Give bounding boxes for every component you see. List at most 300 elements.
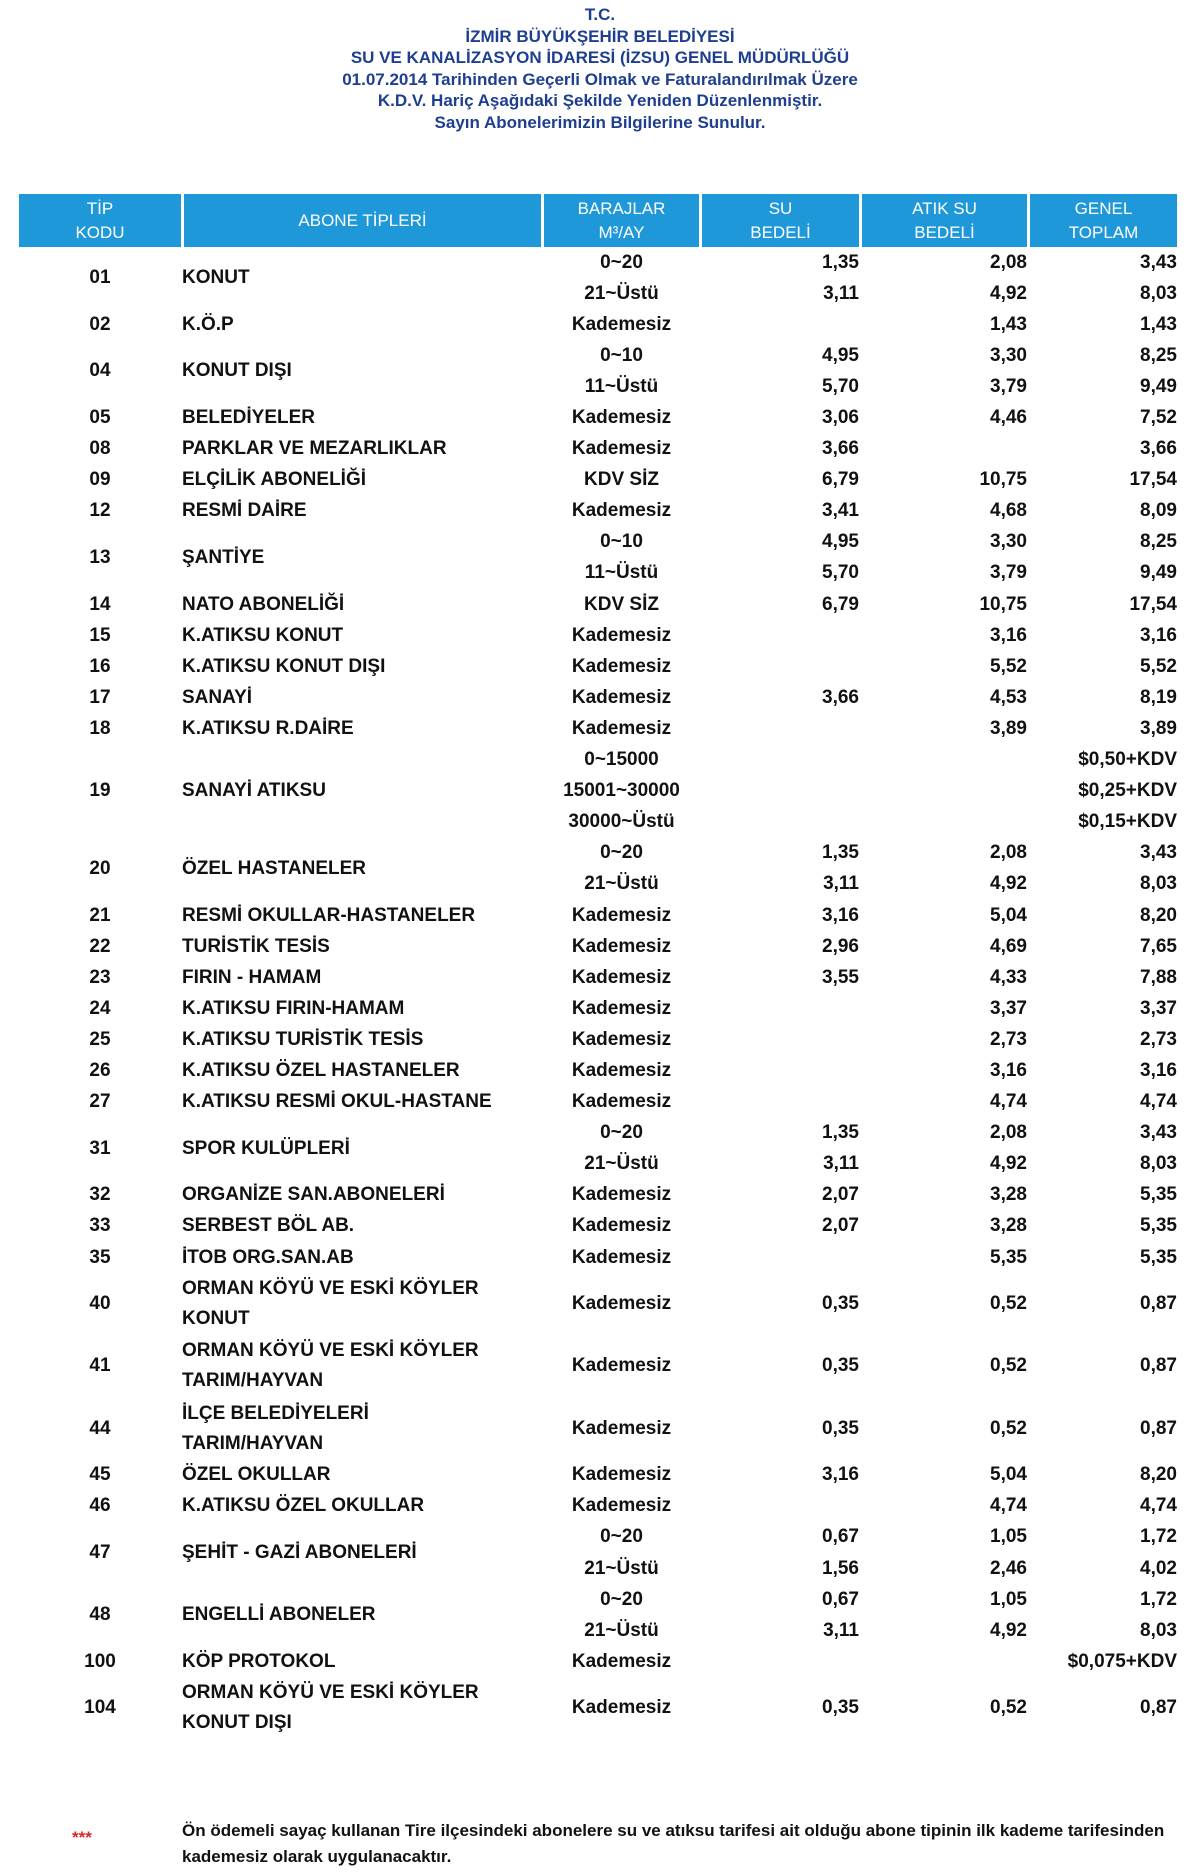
row-wastewater-fee-value: 10,75 — [979, 593, 1027, 615]
table-row — [19, 962, 1177, 993]
row-water-fee-value: 1,56 — [822, 1557, 859, 1579]
row-wastewater-fee — [862, 993, 1027, 1024]
row-water-fee — [702, 1242, 859, 1273]
row-threshold — [544, 527, 699, 589]
row-total — [1029, 1397, 1177, 1459]
row-threshold — [544, 1522, 699, 1584]
row-wastewater-fee — [862, 434, 1027, 465]
row-subscriber-type — [182, 838, 542, 900]
row-water-fee — [702, 1087, 859, 1118]
row-water-fee — [702, 1646, 859, 1677]
row-total-value: 4,02 — [1140, 1557, 1177, 1579]
row-code: 19 — [89, 780, 111, 802]
row-threshold-value: Kademesiz — [571, 438, 672, 460]
row-water-fee-value: 0,35 — [822, 1417, 859, 1439]
row-total-value: 3,43 — [1140, 1122, 1177, 1144]
row-total-value: 5,35 — [1140, 1246, 1177, 1268]
row-total — [1029, 1118, 1177, 1180]
row-wastewater-fee — [862, 465, 1027, 496]
row-water-fee — [702, 247, 859, 309]
row-subscriber-type — [182, 340, 542, 402]
row-total — [1029, 1242, 1177, 1273]
row-wastewater-fee-value: 3,79 — [990, 562, 1027, 584]
row-total — [1029, 651, 1177, 682]
row-code: 18 — [89, 717, 111, 739]
row-subscriber-type — [182, 1087, 542, 1118]
row-subscriber-type-line: NATO ABONELİĞİ — [182, 593, 345, 615]
row-wastewater-fee-value: 10,75 — [979, 469, 1027, 491]
row-code: 41 — [89, 1355, 111, 1377]
row-total-value: $0,50+KDV — [1078, 749, 1177, 771]
row-water-fee-value: 0,35 — [822, 1355, 859, 1377]
row-water-fee-value: 1,35 — [822, 251, 859, 273]
row-subscriber-type-line: KONUT DIŞI — [182, 360, 292, 382]
row-total — [1029, 993, 1177, 1024]
table-row — [19, 1677, 1177, 1739]
row-subscriber-type — [182, 589, 542, 620]
row-code: 09 — [89, 469, 111, 491]
row-total-value: 8,03 — [1140, 1153, 1177, 1175]
row-water-fee-value: 6,79 — [822, 593, 859, 615]
row-water-fee — [702, 900, 859, 931]
row-wastewater-fee-value: 2,46 — [990, 1557, 1027, 1579]
row-water-fee — [702, 340, 859, 402]
row-threshold — [544, 931, 699, 962]
row-threshold-value: Kademesiz — [571, 1464, 672, 1486]
row-total-value: 8,09 — [1140, 500, 1177, 522]
row-subscriber-type-line: SANAYİ ATIKSU — [182, 780, 326, 802]
row-subscriber-type-line: İLÇE BELEDİYELERİ — [182, 1402, 369, 1424]
row-wastewater-fee-value: 4,74 — [990, 1495, 1027, 1517]
row-water-fee-value: 3,11 — [823, 282, 859, 304]
row-water-fee — [702, 1491, 859, 1522]
row-water-fee — [702, 1180, 859, 1211]
row-threshold-value: 21~Üstü — [584, 282, 659, 304]
row-threshold-value: Kademesiz — [571, 904, 672, 926]
row-threshold — [544, 1335, 699, 1397]
row-wastewater-fee-value: 5,04 — [990, 1464, 1027, 1486]
row-water-fee — [702, 309, 859, 340]
table-row — [19, 496, 1177, 527]
row-total-value: 7,52 — [1140, 407, 1177, 429]
row-threshold — [544, 465, 699, 496]
table-row — [19, 1211, 1177, 1242]
row-code: 12 — [89, 500, 111, 522]
row-total-value: $0,075+KDV — [1067, 1650, 1177, 1672]
row-subscriber-type — [182, 1397, 542, 1459]
row-threshold-value: Kademesiz — [571, 1246, 672, 1268]
row-total-value: 3,43 — [1140, 842, 1177, 864]
row-threshold-value: Kademesiz — [571, 1650, 672, 1672]
row-water-fee — [702, 1055, 859, 1086]
row-total — [1029, 434, 1177, 465]
row-code: 15 — [89, 624, 111, 646]
row-total-value: 1,72 — [1140, 1526, 1177, 1548]
row-total-value: 8,25 — [1140, 344, 1177, 366]
row-wastewater-fee — [862, 1273, 1027, 1335]
row-total-value: 4,74 — [1140, 1091, 1177, 1113]
row-total — [1029, 682, 1177, 713]
row-total-value: 8,25 — [1140, 531, 1177, 553]
row-threshold — [544, 247, 699, 309]
row-total — [1029, 1646, 1177, 1677]
row-total-value: 8,19 — [1140, 686, 1177, 708]
row-total-value: 3,16 — [1140, 1060, 1177, 1081]
row-water-fee-value: 3,66 — [822, 438, 859, 460]
row-threshold-value: Kademesiz — [571, 1184, 672, 1206]
row-subscriber-type — [182, 247, 542, 309]
row-subscriber-type-line: KONUT — [182, 267, 250, 289]
row-wastewater-fee — [862, 1118, 1027, 1180]
row-threshold — [544, 1273, 699, 1335]
row-water-fee — [702, 1335, 859, 1397]
row-code: 05 — [89, 407, 111, 429]
row-wastewater-fee-value: 1,05 — [990, 1588, 1027, 1610]
row-wastewater-fee-value: 4,74 — [990, 1091, 1027, 1113]
row-water-fee-value: 0,35 — [822, 1293, 859, 1315]
row-subscriber-type-line: K.ATIKSU KONUT DIŞI — [182, 655, 386, 677]
table-row — [19, 620, 1177, 651]
row-total — [1029, 1273, 1177, 1335]
row-threshold-value: Kademesiz — [571, 500, 672, 522]
row-water-fee — [702, 1460, 859, 1491]
row-threshold-value: 0~20 — [600, 1526, 643, 1548]
row-subscriber-type — [182, 962, 542, 993]
row-code: 04 — [89, 360, 111, 382]
row-water-fee — [702, 1273, 859, 1335]
row-subscriber-type — [182, 713, 542, 744]
row-total — [1029, 309, 1177, 340]
col-header-atik — [862, 194, 1027, 247]
row-subscriber-type — [182, 1677, 542, 1739]
row-water-fee-value: 2,07 — [822, 1184, 859, 1206]
row-wastewater-fee-value: 2,08 — [990, 842, 1027, 864]
col-header-genel — [1030, 194, 1177, 247]
row-subscriber-type-line: ORMAN KÖYÜ VE ESKİ KÖYLER — [182, 1340, 479, 1362]
footnote-marker: *** — [72, 1828, 92, 1847]
row-threshold-value: Kademesiz — [571, 935, 672, 957]
row-water-fee — [702, 745, 859, 838]
row-subscriber-type-line: K.ATIKSU FIRIN-HAMAM — [182, 997, 405, 1019]
row-threshold-value: 30000~Üstü — [568, 811, 675, 833]
col-header-genel-line1: GENEL — [1074, 198, 1133, 218]
row-threshold — [544, 713, 699, 744]
row-code: 24 — [89, 997, 111, 1019]
row-total — [1029, 1584, 1177, 1646]
row-water-fee-value: 3,11 — [823, 1153, 859, 1175]
row-threshold-value: 21~Üstü — [584, 1619, 659, 1641]
row-code: 33 — [89, 1215, 111, 1237]
row-threshold-value: Kademesiz — [571, 313, 672, 335]
row-threshold — [544, 1118, 699, 1180]
row-subscriber-type — [182, 1024, 542, 1055]
col-header-atik-line2: BEDELİ — [914, 222, 975, 242]
col-header-code — [19, 194, 181, 247]
row-wastewater-fee — [862, 1211, 1027, 1242]
row-subscriber-type-line: ORMAN KÖYÜ VE ESKİ KÖYLER — [182, 1278, 479, 1300]
row-subscriber-type — [182, 1491, 542, 1522]
row-total-value: 5,52 — [1140, 655, 1177, 677]
row-water-fee — [702, 496, 859, 527]
row-wastewater-fee-value: 3,30 — [990, 344, 1027, 366]
row-threshold-value: KDV SİZ — [584, 593, 659, 615]
row-wastewater-fee — [862, 1677, 1027, 1739]
row-subscriber-type-line: K.ATIKSU TURİSTİK TESİS — [182, 1028, 424, 1050]
row-threshold — [544, 434, 699, 465]
row-subscriber-type-line: ÖZEL HASTANELER — [182, 857, 367, 879]
row-total — [1029, 465, 1177, 496]
row-water-fee — [702, 962, 859, 993]
row-threshold — [544, 682, 699, 713]
row-total-value: 3,89 — [1140, 717, 1177, 739]
row-subscriber-type-line: SANAYİ — [182, 686, 253, 708]
row-threshold-value: Kademesiz — [571, 1417, 672, 1439]
row-wastewater-fee — [862, 682, 1027, 713]
row-total — [1029, 713, 1177, 744]
col-header-barajlar-line1: BARAJLAR — [577, 198, 666, 218]
col-header-code-line1: TİP — [86, 198, 114, 218]
row-threshold — [544, 1584, 699, 1646]
col-header-code-line2: KODU — [75, 222, 125, 242]
row-code: 25 — [89, 1028, 111, 1050]
col-header-atik-line1: ATIK SU — [912, 198, 977, 218]
row-total-value: 0,87 — [1140, 1293, 1177, 1315]
row-threshold — [544, 1024, 699, 1055]
row-threshold-value: Kademesiz — [571, 997, 672, 1019]
row-water-fee — [702, 713, 859, 744]
row-subscriber-type — [182, 434, 542, 465]
row-water-fee-value: 0,35 — [822, 1697, 859, 1719]
row-threshold-value: Kademesiz — [571, 1495, 672, 1517]
row-total — [1029, 1522, 1177, 1584]
row-code: 17 — [89, 686, 111, 708]
row-wastewater-fee — [862, 1397, 1027, 1459]
row-code: 08 — [89, 438, 111, 460]
row-wastewater-fee — [862, 620, 1027, 651]
row-subscriber-type — [182, 993, 542, 1024]
row-total-value: 8,03 — [1140, 873, 1177, 895]
table-row — [19, 931, 1177, 962]
col-header-su — [702, 194, 859, 247]
row-total-value: 4,74 — [1140, 1495, 1177, 1517]
row-threshold — [544, 993, 699, 1024]
row-threshold — [544, 589, 699, 620]
row-code: 23 — [89, 966, 111, 988]
row-wastewater-fee-value: 2,73 — [990, 1028, 1027, 1050]
row-subscriber-type — [182, 1522, 542, 1584]
row-subscriber-type — [182, 1118, 542, 1180]
row-subscriber-type — [182, 745, 542, 838]
row-water-fee — [702, 682, 859, 713]
row-wastewater-fee-value: 4,92 — [990, 873, 1027, 895]
row-water-fee-value: 2,07 — [822, 1215, 859, 1237]
row-wastewater-fee-value: 3,16 — [990, 624, 1027, 646]
row-subscriber-type — [182, 1180, 542, 1211]
row-water-fee — [702, 434, 859, 465]
row-wastewater-fee — [862, 1460, 1027, 1491]
row-threshold — [544, 1087, 699, 1118]
table-row — [19, 1118, 1177, 1180]
row-total — [1029, 527, 1177, 589]
header-line-6: Sayın Abonelerimizin Bilgilerine Sunulur. — [434, 112, 766, 132]
row-threshold — [544, 651, 699, 682]
row-wastewater-fee-value: 4,53 — [990, 686, 1027, 708]
col-header-type-label: ABONE TİPLERİ — [298, 210, 427, 230]
row-total-value: 9,49 — [1140, 562, 1177, 584]
row-total-value: 1,43 — [1140, 313, 1177, 335]
row-total — [1029, 340, 1177, 402]
row-threshold-value: Kademesiz — [571, 655, 672, 677]
row-subscriber-type-line: TARIM/HAYVAN — [182, 1432, 324, 1454]
row-water-fee — [702, 589, 859, 620]
row-total — [1029, 931, 1177, 962]
row-wastewater-fee-value: 3,28 — [990, 1215, 1027, 1237]
row-water-fee-value: 4,95 — [822, 531, 859, 553]
row-total — [1029, 620, 1177, 651]
row-total — [1029, 745, 1177, 838]
row-subscriber-type — [182, 1460, 542, 1491]
row-total-value: 2,73 — [1140, 1028, 1177, 1050]
table-row — [19, 402, 1177, 433]
row-wastewater-fee-value: 1,05 — [990, 1526, 1027, 1548]
row-subscriber-type-line: K.ATIKSU RESMİ OKUL-HASTANE — [182, 1091, 492, 1113]
header-line-3: SU VE KANALİZASYON İDARESİ (İZSU) GENEL MÜDÜRLÜĞÜ — [350, 48, 850, 67]
table-row — [19, 1055, 1177, 1086]
row-subscriber-type — [182, 1055, 542, 1086]
header-line-1: T.C. — [584, 5, 616, 24]
row-threshold — [544, 1646, 699, 1677]
col-header-barajlar — [544, 194, 699, 247]
row-threshold — [544, 1397, 699, 1459]
row-threshold-value: 21~Üstü — [584, 873, 659, 895]
col-header-su-line1: SU — [768, 198, 793, 218]
row-subscriber-type-line: ŞEHİT - GAZİ ABONELERİ — [182, 1541, 417, 1563]
row-code: 16 — [89, 655, 111, 677]
row-subscriber-type — [182, 1273, 542, 1335]
table-row — [19, 465, 1177, 496]
row-threshold — [544, 900, 699, 931]
row-total-value: 8,20 — [1140, 1464, 1177, 1486]
col-header-genel-line2: TOPLAM — [1068, 222, 1139, 242]
row-threshold — [544, 1460, 699, 1491]
row-threshold — [544, 1677, 699, 1739]
table-row — [19, 1087, 1177, 1118]
document-header — [0, 4, 1200, 133]
row-threshold-value: Kademesiz — [571, 1355, 672, 1377]
row-wastewater-fee — [862, 651, 1027, 682]
row-subscriber-type — [182, 931, 542, 962]
table-row — [19, 1273, 1177, 1335]
row-subscriber-type — [182, 1335, 542, 1397]
row-water-fee-value: 6,79 — [822, 469, 859, 491]
row-threshold-value: Kademesiz — [571, 1697, 672, 1719]
row-wastewater-fee — [862, 1522, 1027, 1584]
row-code: 21 — [89, 904, 111, 926]
row-threshold — [544, 1180, 699, 1211]
row-water-fee — [702, 931, 859, 962]
row-subscriber-type — [182, 651, 542, 682]
row-subscriber-type-line: İTOB ORG.SAN.AB — [182, 1246, 354, 1268]
row-water-fee — [702, 1584, 859, 1646]
row-total — [1029, 589, 1177, 620]
row-code: 47 — [89, 1541, 111, 1563]
row-subscriber-type-line: KONUT DIŞI — [182, 1712, 292, 1734]
row-subscriber-type-line: ÖZEL OKULLAR — [182, 1464, 331, 1486]
row-wastewater-fee-value: 2,08 — [990, 1122, 1027, 1144]
row-water-fee — [702, 620, 859, 651]
row-threshold-value: KDV SİZ — [584, 469, 659, 491]
table-row — [19, 1522, 1177, 1584]
row-wastewater-fee — [862, 931, 1027, 962]
row-subscriber-type — [182, 1646, 542, 1677]
row-water-fee — [702, 1024, 859, 1055]
row-subscriber-type-line: K.ATIKSU R.DAİRE — [182, 717, 354, 739]
row-wastewater-fee — [862, 402, 1027, 433]
row-water-fee-value: 3,66 — [822, 686, 859, 708]
row-total — [1029, 402, 1177, 433]
row-threshold-value: 0~10 — [600, 531, 643, 553]
row-water-fee — [702, 465, 859, 496]
row-code: 48 — [89, 1604, 111, 1626]
row-subscriber-type-line: BELEDİYELER — [182, 407, 316, 429]
header-line-2: İZMİR BÜYÜKŞEHİR BELEDİYESİ — [465, 26, 735, 46]
row-wastewater-fee-value: 3,30 — [990, 531, 1027, 553]
row-wastewater-fee-value: 0,52 — [990, 1355, 1027, 1377]
row-wastewater-fee — [862, 1024, 1027, 1055]
row-wastewater-fee — [862, 713, 1027, 744]
row-threshold — [544, 620, 699, 651]
row-threshold — [544, 1211, 699, 1242]
row-threshold-value: Kademesiz — [571, 1028, 672, 1050]
table-header — [19, 194, 1177, 247]
row-subscriber-type — [182, 900, 542, 931]
row-wastewater-fee-value: 3,37 — [990, 997, 1027, 1019]
table-row — [19, 434, 1177, 465]
row-subscriber-type-line: FIRIN - HAMAM — [182, 966, 322, 988]
row-total-value: $0,25+KDV — [1078, 780, 1177, 802]
row-threshold-value: 0~20 — [600, 1588, 643, 1610]
row-total-value: 1,72 — [1140, 1588, 1177, 1610]
row-total — [1029, 838, 1177, 900]
row-code: 01 — [89, 267, 111, 289]
row-wastewater-fee-value: 3,28 — [990, 1184, 1027, 1206]
row-threshold-value: 0~20 — [600, 1122, 643, 1144]
row-water-fee — [702, 651, 859, 682]
table-row — [19, 589, 1177, 620]
row-threshold — [544, 745, 699, 838]
row-total-value: 3,66 — [1140, 438, 1177, 460]
row-water-fee — [702, 993, 859, 1024]
row-threshold-value: Kademesiz — [571, 1091, 672, 1113]
row-subscriber-type — [182, 309, 542, 340]
row-threshold — [544, 838, 699, 900]
row-water-fee-value: 3,11 — [823, 1619, 859, 1641]
row-wastewater-fee — [862, 1584, 1027, 1646]
row-water-fee-value: 3,55 — [822, 966, 859, 988]
row-total-value: 3,16 — [1140, 624, 1177, 646]
row-subscriber-type-line: TURİSTİK TESİS — [182, 935, 330, 957]
row-wastewater-fee — [862, 1335, 1027, 1397]
table-row — [19, 682, 1177, 713]
row-code: 35 — [89, 1246, 111, 1268]
row-total-value: 7,65 — [1140, 935, 1177, 957]
table-row — [19, 1180, 1177, 1211]
row-code: 46 — [89, 1495, 111, 1517]
row-wastewater-fee — [862, 1180, 1027, 1211]
row-wastewater-fee — [862, 900, 1027, 931]
row-threshold-value: 0~20 — [600, 251, 643, 273]
row-wastewater-fee-value: 4,69 — [990, 935, 1027, 957]
